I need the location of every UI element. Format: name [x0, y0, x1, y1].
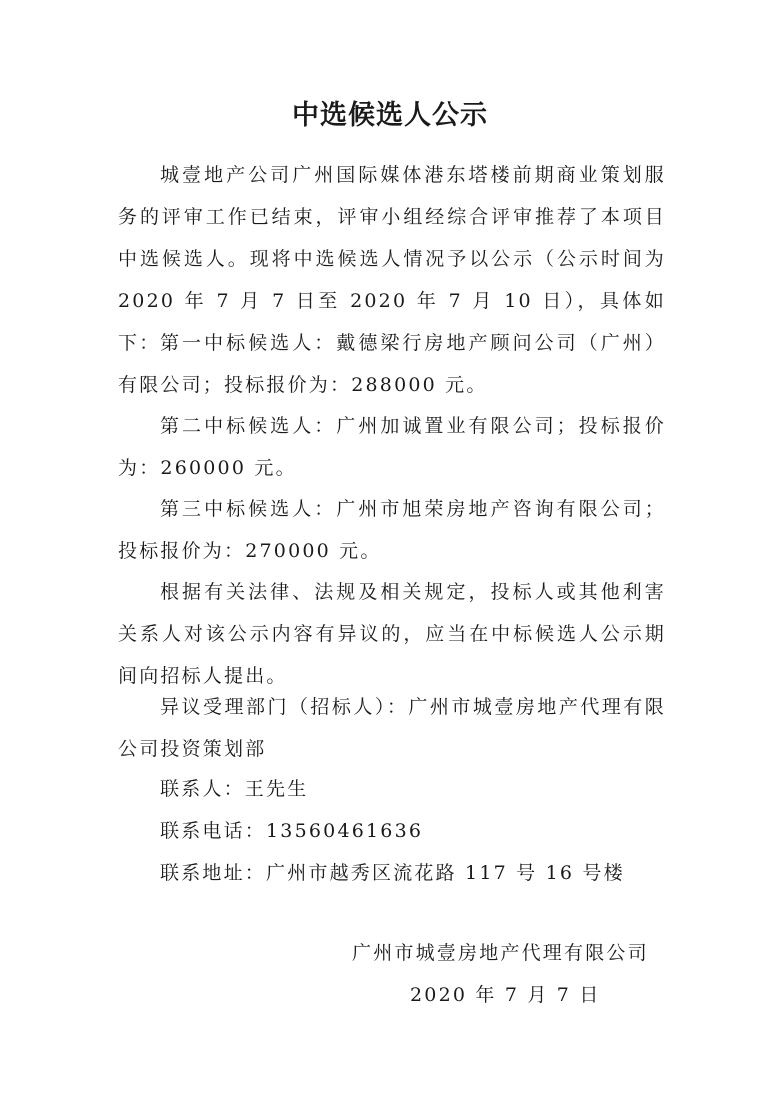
- objection-notice-paragraph: 根据有关法律、法规及相关规定，投标人或其他利害关系人对该公示内容有异议的，应当在中标候选人公示期间向招标人提出。: [118, 581, 666, 687]
- contact-phone: 联系电话：13560461636: [160, 820, 424, 842]
- signature-date: 2020 年 7 月 7 日: [410, 984, 601, 1006]
- signature-company: 广州市城壹房地产代理有限公司: [352, 942, 649, 964]
- candidate-1-paragraph: 第一中标候选人：戴德梁行房地产顾问公司（广州）有限公司；投标报价为：288000 元。: [118, 332, 666, 396]
- candidate-2-paragraph: 第二中标候选人：广州加诚置业有限公司；投标报价为：260000 元。: [118, 415, 666, 479]
- intro-paragraph: 城壹地产公司广州国际媒体港东塔楼前期商业策划服务的评审工作已结束，评审小组经综合评审推荐了本项目中选候选人。现将中选候选人情况予以公示（公示时间为 2020 年 7 月 7 日至 2020 年 7 月 10 日），具体如下：: [118, 164, 666, 354]
- contact-address: 联系地址：广州市越秀区流花路 117 号 16 号楼: [160, 862, 625, 884]
- objection-dept-paragraph: 异议受理部门（招标人）：广州市城壹房地产代理有限公司投资策划部: [118, 696, 666, 760]
- candidate-3-paragraph: 第三中标候选人：广州市旭荣房地产咨询有限公司；投标报价为：270000 元。: [118, 498, 666, 562]
- page-title: 中选候选人公示: [292, 100, 488, 131]
- contact-person: 联系人：王先生: [160, 778, 309, 800]
